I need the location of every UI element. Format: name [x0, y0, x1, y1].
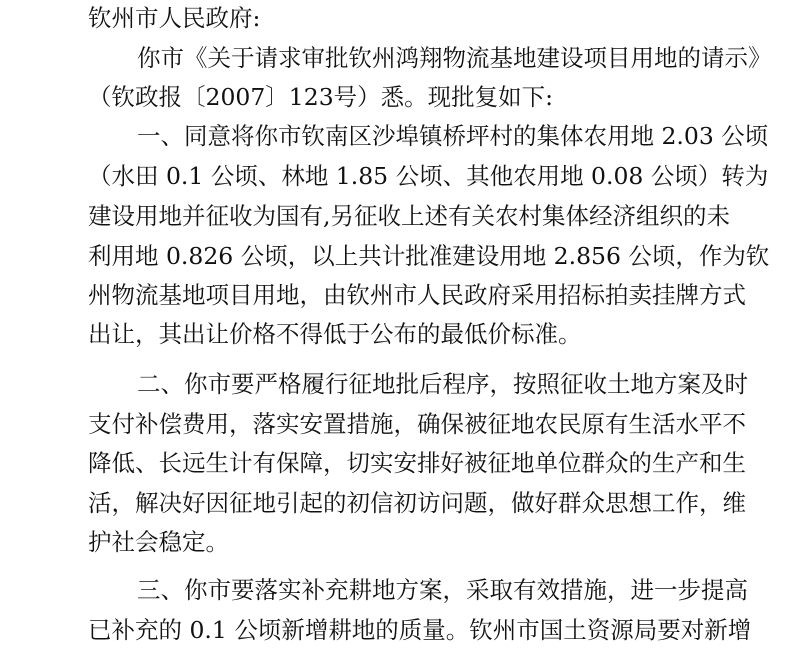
paragraph-line: 二、你市要严格履行征地批后程序，按照征收土地方案及时 [137, 370, 748, 398]
paragraph-line: 三、你市要落实补充耕地方案，采取有效措施，进一步提高 [137, 576, 748, 604]
paragraph-line: 州物流基地项目用地，由钦州市人民政府采用招标拍卖挂牌方式 [88, 281, 746, 309]
paragraph-line: 支付补偿费用，落实安置措施，确保被征地农民原有生活水平不 [88, 410, 746, 438]
paragraph-line: 你市《关于请求审批钦州鸿翔物流基地建设项目用地的请示》 [137, 44, 772, 72]
paragraph-line: 出让，其出让价格不得低于公布的最低价标准。 [88, 320, 582, 348]
paragraph-line: 活，解决好因征地引起的初信初访问题，做好群众思想工作，维 [88, 489, 746, 517]
salutation: 钦州市人民政府: [88, 4, 261, 32]
paragraph-line: 已补充的 0.1 公顷新增耕地的质量。钦州市国土资源局要对新增 [88, 616, 752, 644]
paragraph-line: 利用地 0.826 公顷，以上共计批准建设用地 2.856 公顷，作为钦 [88, 242, 770, 270]
paragraph-line: （钦政报〔2007〕123号）悉。现批复如下: [88, 83, 554, 111]
paragraph-line: 护社会稳定。 [88, 528, 229, 556]
paragraph-line: （水田 0.1 公顷、林地 1.85 公顷、其他农用地 0.08 公顷）转为 [88, 162, 769, 190]
paragraph-line: 降低、长远生计有保障，切实安排好被征地单位群众的生产和生 [88, 449, 746, 477]
paragraph-line: 一、同意将你市钦南区沙埠镇桥坪村的集体农用地 2.03 公顷 [137, 122, 769, 150]
paragraph-line: 建设用地并征收为国有,另征收上述有关农村集体经济组织的未 [88, 202, 730, 230]
